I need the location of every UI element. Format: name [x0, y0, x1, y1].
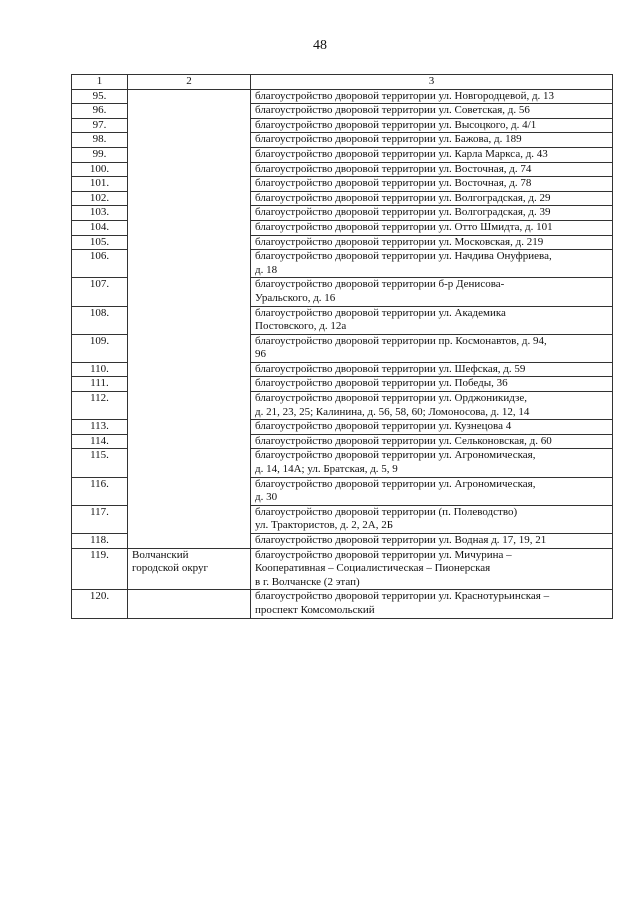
activity-description: [251, 362, 613, 377]
row-number: 110.: [72, 362, 128, 377]
row-number: 100.: [72, 162, 128, 177]
row-number: 98.: [72, 133, 128, 148]
column-header: 2: [128, 75, 251, 90]
activity-description: [251, 250, 613, 278]
row-number: 106.: [72, 250, 128, 278]
row-number: 111.: [72, 377, 128, 392]
row-number: 119.: [72, 548, 128, 590]
activity-description: [251, 147, 613, 162]
description-line: благоустройство дворовой территории ул. Бажова, д. 189: [255, 133, 522, 146]
activity-description: [251, 206, 613, 221]
description-line: благоустройство дворовой территории ул. Победы, 36: [255, 377, 508, 390]
row-number: 99.: [72, 147, 128, 162]
description-line: д. 14, 14А; ул. Братская, д. 5, 9: [255, 463, 398, 476]
activity-description: [251, 162, 613, 177]
row-number: 96.: [72, 104, 128, 119]
description-line: благоустройство дворовой территории ул. Отто Шмидта, д. 101: [255, 220, 553, 233]
row-number: 103.: [72, 206, 128, 221]
district-cell: [128, 548, 251, 590]
activity-description: [251, 434, 613, 449]
description-line: благоустройство дворовой территории ул. Краснотурьинская –: [255, 590, 550, 603]
description-line: благоустройство дворовой территории ул. Восточная, д. 74: [255, 162, 532, 175]
description-line: благоустройство дворовой территории ул. Орджоникидзе,: [255, 392, 527, 405]
row-number: 118.: [72, 534, 128, 549]
description-line: благоустройство дворовой территории ул. Академика: [255, 306, 506, 319]
description-line: благоустройство дворовой территории ул. Волгоградская, д. 29: [255, 191, 551, 204]
column-header: 3: [251, 75, 613, 90]
row-number: 108.: [72, 306, 128, 334]
description-line: благоустройство дворовой территории ул. Мичурина –: [255, 548, 512, 561]
description-line: благоустройство дворовой территории (п. Полеводство): [255, 505, 518, 518]
description-line: благоустройство дворовой территории ул. Карла Маркса, д. 43: [255, 147, 548, 160]
description-line: благоустройство дворовой территории ул. Начдива Онуфриева,: [255, 250, 552, 263]
activity-description: [251, 449, 613, 477]
row-number: 113.: [72, 420, 128, 435]
column-header: 1: [72, 75, 128, 90]
description-line: ул. Трактористов, д. 2, 2А, 2Б: [255, 519, 394, 532]
row-number: 102.: [72, 191, 128, 206]
table-header-row: [72, 75, 613, 90]
description-line: д. 30: [255, 491, 278, 504]
row-number: 120.: [72, 590, 128, 618]
activity-description: [251, 133, 613, 148]
row-number: 114.: [72, 434, 128, 449]
row-number: 97.: [72, 118, 128, 133]
description-line: благоустройство дворовой территории ул. Новгородцевой, д. 13: [255, 89, 555, 102]
activity-description: [251, 220, 613, 235]
description-line: благоустройство дворовой территории б-р Денисова-: [255, 278, 505, 291]
activity-description: [251, 118, 613, 133]
activity-description: [251, 235, 613, 250]
activity-description: [251, 177, 613, 192]
row-number: 115.: [72, 449, 128, 477]
description-line: благоустройство дворовой территории ул. Шефская, д. 59: [255, 362, 526, 375]
activity-description: [251, 590, 613, 618]
row-number: 105.: [72, 235, 128, 250]
description-line: Кооперативная – Социалистическая – Пионерская: [255, 562, 491, 575]
activity-description: [251, 334, 613, 362]
description-line: благоустройство дворовой территории ул. Высоцкого, д. 4/1: [255, 118, 537, 131]
district-cell: [128, 590, 251, 618]
description-line: благоустройство дворовой территории ул. Волгоградская, д. 39: [255, 206, 551, 219]
row-number: 117.: [72, 505, 128, 533]
description-line: Постовского, д. 12а: [255, 320, 347, 333]
row-number: 112.: [72, 392, 128, 420]
description-line: благоустройство дворовой территории ул. Восточная, д. 78: [255, 177, 532, 190]
description-line: в г. Волчанске (2 этап): [255, 575, 360, 588]
row-number: 116.: [72, 477, 128, 505]
description-line: д. 21, 23, 25; Калинина, д. 56, 58, 60; Ломоносова, д. 12, 14: [255, 405, 530, 418]
description-line: благоустройство дворовой территории ул. Агрономическая,: [255, 477, 536, 490]
activity-description: [251, 477, 613, 505]
description-line: благоустройство дворовой территории ул. Водная д. 17, 19, 21: [255, 534, 547, 546]
table-row: [72, 590, 613, 618]
description-line: благоустройство дворовой территории пр. Космонавтов, д. 94,: [255, 334, 547, 347]
row-number: 107.: [72, 278, 128, 306]
activity-description: [251, 505, 613, 533]
description-line: 96: [255, 348, 266, 361]
page-number: 48: [313, 38, 327, 53]
description-line: Уральского, д. 16: [255, 291, 336, 304]
activity-description: [251, 278, 613, 306]
description-line: благоустройство дворовой территории ул. Сельконовская, д. 60: [255, 434, 552, 447]
activity-description: [251, 191, 613, 206]
district-line: Волчанский: [132, 548, 189, 561]
description-line: благоустройство дворовой территории ул. Московская, д. 219: [255, 235, 544, 248]
program-table: [71, 74, 613, 619]
row-number: 95.: [72, 89, 128, 104]
description-line: д. 18: [255, 263, 278, 276]
row-number: 104.: [72, 220, 128, 235]
activity-description: [251, 377, 613, 392]
table-row: [72, 548, 613, 590]
table-row: [72, 89, 613, 104]
activity-description: [251, 548, 613, 590]
description-line: благоустройство дворовой территории ул. Кузнецова 4: [255, 420, 512, 433]
activity-description: [251, 306, 613, 334]
activity-description: [251, 89, 613, 104]
activity-description: [251, 104, 613, 119]
description-line: благоустройство дворовой территории ул. Агрономическая,: [255, 449, 536, 462]
row-number: 109.: [72, 334, 128, 362]
description-line: благоустройство дворовой территории ул. Советская, д. 56: [255, 104, 530, 117]
description-line: проспект Комсомольский: [255, 603, 375, 616]
row-number: 101.: [72, 177, 128, 192]
activity-description: [251, 534, 613, 549]
district-line: городской округ: [132, 562, 209, 575]
activity-description: [251, 392, 613, 420]
activity-description: [251, 420, 613, 435]
district-cell-empty: [128, 89, 251, 548]
